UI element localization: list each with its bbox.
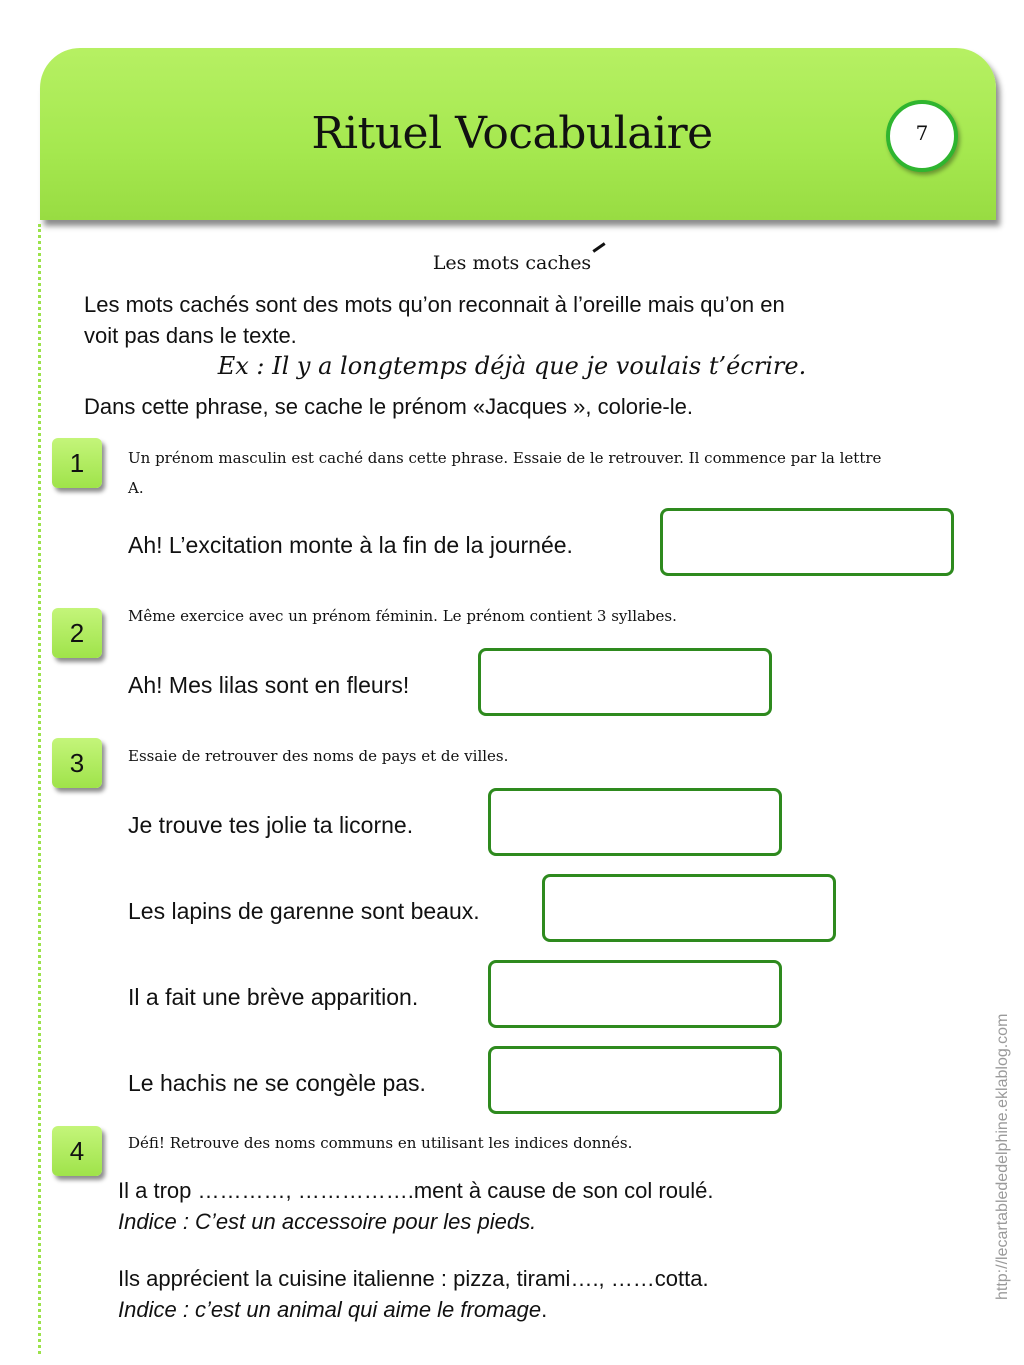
exercise-sentence: Le hachis ne se congèle pas.: [128, 1070, 426, 1096]
answer-box[interactable]: [478, 648, 772, 716]
exercise-instruction: Défi! Retrouve des noms communs en utilisant les indices donnés.: [128, 1134, 633, 1152]
left-dotted-rule: [38, 224, 41, 1354]
watermark-url: http://lecartablededelphine.eklablog.com: [994, 1013, 1011, 1300]
challenge-hint-period: .: [541, 1297, 548, 1322]
exercise-number-badge: 2: [52, 608, 102, 658]
challenge-hint: Indice : C’est un accessoire pour les pieds.: [118, 1209, 537, 1234]
intro-line-2: voit pas dans le texte.: [84, 323, 297, 348]
section-subtitle: Les mots caches: [432, 252, 592, 274]
exercise-sentence: Il a fait une brève apparition.: [128, 984, 419, 1010]
answer-box[interactable]: [660, 508, 954, 576]
intro-line-3: Dans cette phrase, se cache le prénom «Jacques », colorie-le.: [84, 394, 693, 419]
exercise-number-badge: 4: [52, 1126, 102, 1176]
challenge-hint: [118, 1295, 547, 1325]
challenge-sentence: Il a trop …………, …………….ment à cause de son col roulé.: [118, 1178, 714, 1203]
answer-box[interactable]: [542, 874, 836, 942]
exercise-instruction: Essaie de retrouver des noms de pays et de villes.: [128, 747, 509, 765]
challenge-hint-text: Indice : c’est un animal qui aime le fromage: [118, 1297, 542, 1322]
exercise-sentence: Les lapins de garenne sont beaux.: [128, 898, 480, 924]
answer-box[interactable]: [488, 1046, 782, 1114]
intro-line-1: Les mots cachés sont des mots qu’on reconnait à l’oreille mais qu’on en: [84, 292, 785, 317]
page-number-badge: 7: [886, 100, 958, 172]
answer-box[interactable]: [488, 960, 782, 1028]
exercise-sentence: Ah! L’excitation monte à la fin de la journée.: [128, 532, 573, 558]
exercise-instruction: Un prénom masculin est caché dans cette phrase. Essaie de le retrouver. Il commence par la lettre A.: [128, 449, 882, 497]
answer-box[interactable]: [488, 788, 782, 856]
challenge-sentence: Ils apprécient la cuisine italienne : pizza, tirami…., ……cotta.: [118, 1266, 709, 1291]
exercise-sentence: Ah! Mes lilas sont en fleurs!: [128, 672, 410, 698]
example-sentence: Ex : Il y a longtemps déjà que je voulais t’écrire.: [217, 352, 807, 380]
exercise-number-badge: 3: [52, 738, 102, 788]
exercise-sentence: Je trouve tes jolie ta licorne.: [128, 812, 414, 838]
exercise-number-badge: 1: [52, 438, 102, 488]
exercise-instruction: Même exercice avec un prénom féminin. Le prénom contient 3 syllabes.: [128, 607, 677, 625]
page-title: Rituel Vocabulaire: [311, 108, 713, 159]
